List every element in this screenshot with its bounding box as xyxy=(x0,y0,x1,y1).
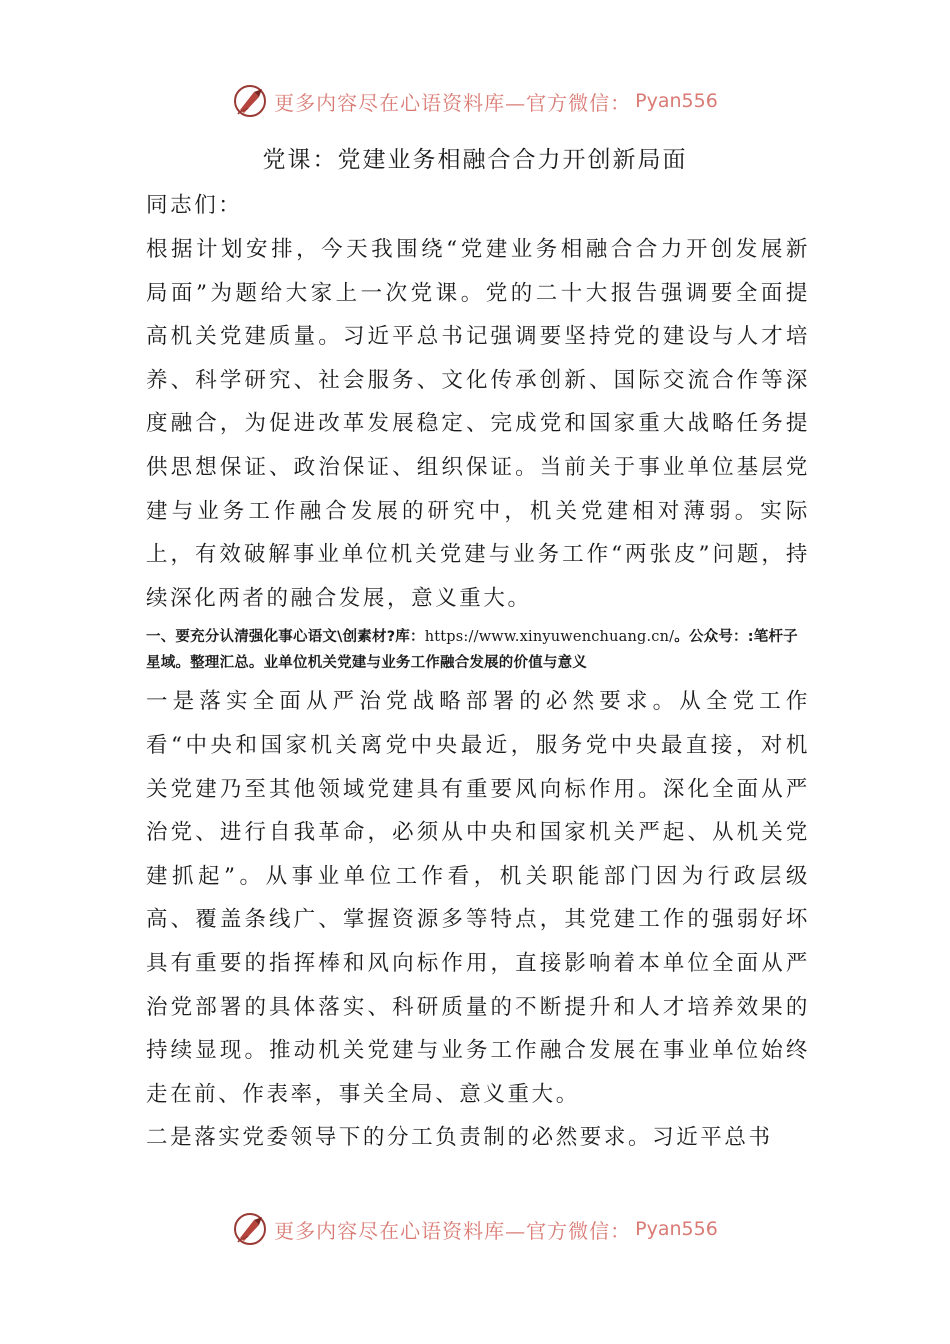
header-watermark xyxy=(0,76,950,126)
watermark-account: Pyan556 xyxy=(635,90,718,112)
document-body xyxy=(146,186,810,1160)
watermark-text: 更多内容尽在心语资料库—官方微信： xyxy=(274,1218,632,1243)
salutation: 同志们： xyxy=(146,193,243,218)
intro-paragraph: 根据计划安排，今天我围绕“党建业务相融合合力开创发展新局面”为题给大家上一次党课。党的二十大报告强调要全面提高机关党建质量。习近平总书记强调要坚持党的建设与人才培养、科学研究、社会服务、文化传承创新、国际交流合作等深度融合，为促进改革发展稳定、完成党和国家重大战略任务提供思想保证、政治保证、组织保证。当前关于事业单位基层党建与业务工作融合发展的研究中，机关党建相对薄弱。实际上，有效破解事业单位机关党建与业务工作“两张皮”问题，持续深化两者的融合发展，意义重大。 xyxy=(146,237,810,611)
body-paragraph-1: 一是落实全面从严治党战略部署的必然要求。从全党工作看“中央和国家机关离党中央最近，服务党中央最直接，对机关党建乃至其他领域党建具有重要风向标作用。深化全面从严治党、进行自我革命，必须从中央和国家机关严起、从机关党建抓起”。从事业单位工作看，机关职能部门因为行政层级高、覆盖条线广、掌握资源多等特点，其党建工作的强弱好坏具有重要的指挥棒和风向标作用，直接影响着本单位全面从严治党部署的具体落实、科研质量的不断提升和人才培养效果的持续显现。推动机关党建与业务工作融合发展在事业单位始终走在前、作表率，事关全局、意义重大。 xyxy=(146,689,810,1107)
watermark-text: 更多内容尽在心语资料库—官方微信： xyxy=(274,90,632,115)
section-heading xyxy=(146,624,810,676)
section-heading-url: https://www.xinyuwenchuang.cn/ xyxy=(424,629,675,646)
document-title: 党课：党建业务相融合合力开创新局面 xyxy=(262,147,688,173)
footer-watermark xyxy=(0,1204,950,1254)
pen-nib-logo-icon xyxy=(232,1211,268,1247)
body-paragraph-2: 二是落实党委领导下的分工负责制的必然要求。习近平总书 xyxy=(146,1125,773,1151)
section-heading-part2: 。公众号：:笔杆子星域。整理汇总。业单位机关党建与业务工作融合发展的价值与意义 xyxy=(146,629,798,672)
watermark-account: Pyan556 xyxy=(635,1218,718,1240)
section-heading-part1: 一、要充分认清强化事心语文\创素材?库： xyxy=(146,629,425,646)
pen-nib-logo-icon xyxy=(232,83,268,119)
